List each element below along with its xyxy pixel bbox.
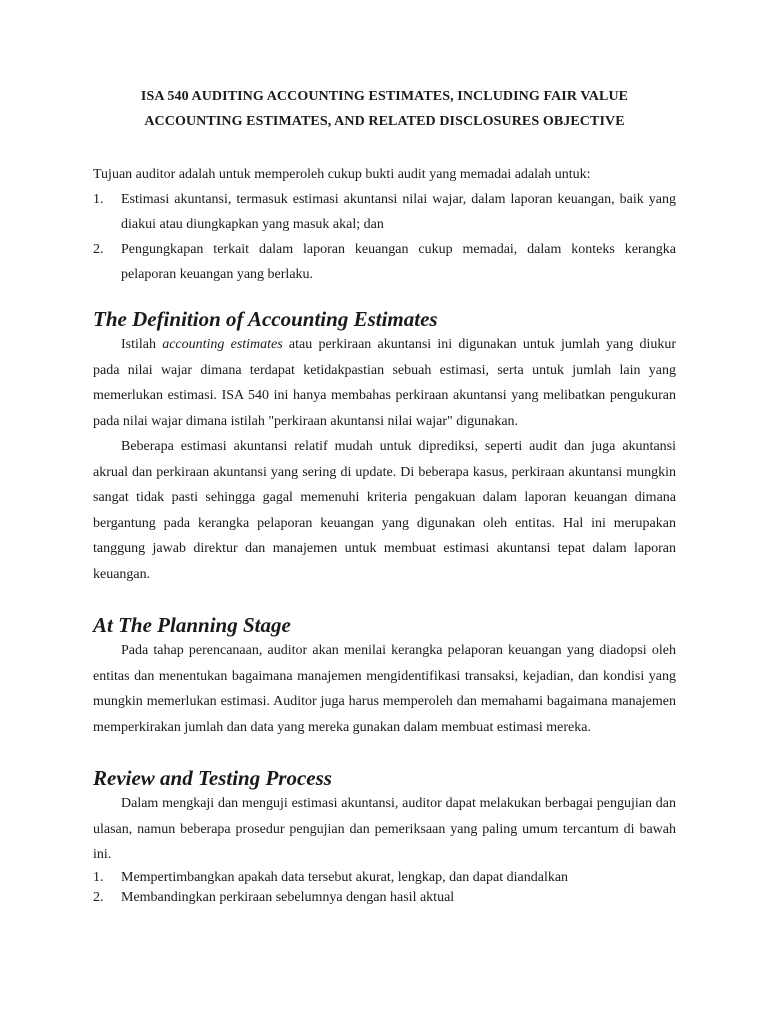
list-item: [93, 187, 676, 237]
list-item-number: 2.: [93, 889, 104, 905]
list-item-number: 1.: [93, 192, 104, 207]
title-line-1: ISA 540 AUDITING ACCOUNTING ESTIMATES, INCLUDING FAIR VALUE: [140, 89, 629, 104]
procedure-list: [93, 868, 676, 908]
definition-paragraph-1: [93, 332, 676, 434]
section-heading-planning: At The Planning Stage: [93, 613, 291, 637]
list-item-number: 1.: [93, 869, 104, 885]
definition-text-pre: Istilah: [121, 337, 163, 352]
document-page: [93, 84, 676, 908]
section-heading-review: Review and Testing Process: [93, 766, 332, 790]
list-item: [93, 888, 676, 908]
intro-text: Tujuan auditor adalah untuk memperoleh cukup bukti audit yang memadai adalah untuk:: [93, 167, 591, 182]
list-item-text: Estimasi akuntansi, termasuk estimasi akuntansi nilai wajar, dalam laporan keuangan, baik yang diakui atau diungkapkan yang masuk akal; dan: [121, 192, 676, 232]
document-title: [93, 84, 676, 134]
list-item-number: 2.: [93, 242, 104, 257]
list-item: [93, 237, 676, 287]
definition-paragraph-2: Beberapa estimasi akuntansi relatif mudah untuk diprediksi, seperti audit dan juga akuntansi akrual dan perkiraan akuntansi yang sering di update. Di beberapa kasus, perkiraan akuntansi mungkin sangat tidak pasti sehingga gagal memenuhi kriteria pengakuan dalam laporan keuangan dimana bergantung pada kerangka pelaporan keuangan yang digunakan oleh entitas. Hal ini merupakan tanggung jawab direktur dan manajemen untuk membuat estimasi akuntansi tepat dalam laporan keuangan.: [93, 439, 676, 582]
list-item-text: Mempertimbangkan apakah data tersebut akurat, lengkap, dan dapat diandalkan: [121, 869, 569, 885]
list-item-text: Membandingkan perkiraan sebelumnya dengan hasil aktual: [121, 889, 455, 905]
title-line-2: ACCOUNTING ESTIMATES, AND RELATED DISCLOSURES OBJECTIVE: [144, 114, 625, 129]
list-item: [93, 868, 676, 888]
section-heading-definition: The Definition of Accounting Estimates: [93, 307, 438, 331]
definition-term: accounting estimates: [162, 337, 283, 352]
definition-text-post: atau perkiraan akuntansi ini digunakan untuk jumlah yang diukur pada nilai wajar dimana terdapat ketidakpastian sebuah estimasi, serta untuk jumlah lain yang memerlukan estimasi. ISA 540 ini hanya membahas perkiraan akuntansi yang melibatkan pengukuran pada nilai wajar dimana istilah "perkiraan akuntansi nilai wajar" digunakan.: [93, 337, 676, 429]
objective-list: [93, 187, 676, 287]
review-paragraph: Dalam mengkaji dan menguji estimasi akuntansi, auditor dapat melakukan berbagai pengujian dan ulasan, namun beberapa prosedur pengujian dan pemeriksaan yang paling umum tercantum di bawah ini.: [93, 796, 676, 862]
planning-paragraph: Pada tahap perencanaan, auditor akan menilai kerangka pelaporan keuangan yang diadopsi oleh entitas dan menentukan bagaimana manajemen mengidentifikasi transaksi, kejadian, dan kondisi yang mungkin memerlukan estimasi. Auditor juga harus memperoleh dan memahami bagaimana manajemen memperkirakan jumlah dan data yang mereka gunakan dalam membuat estimasi mereka.: [93, 643, 676, 735]
list-item-text: Pengungkapan terkait dalam laporan keuangan cukup memadai, dalam konteks kerangka pelaporan keuangan yang berlaku.: [121, 242, 676, 282]
